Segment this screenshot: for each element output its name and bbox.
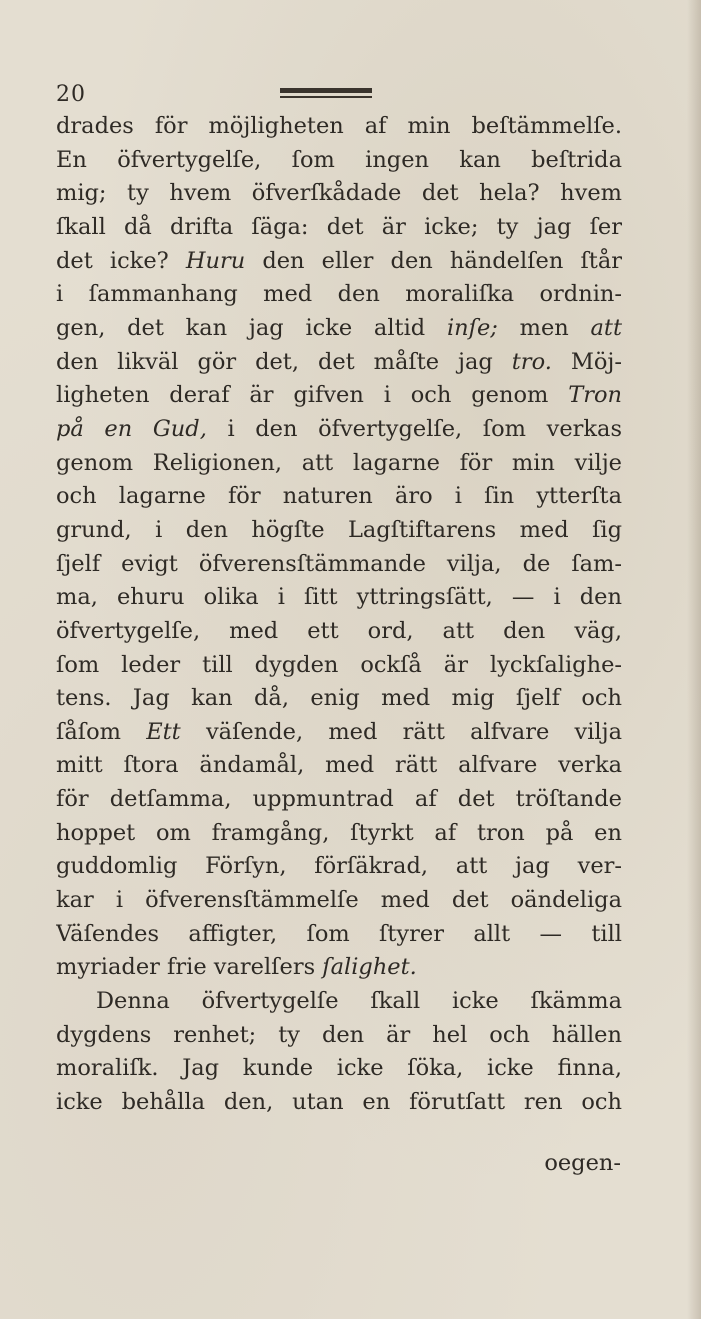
text-line xyxy=(56,985,622,1019)
text-line xyxy=(56,480,622,514)
italic-text: att xyxy=(590,314,622,341)
text-line xyxy=(56,177,622,211)
text-segment: ſåſom xyxy=(56,718,147,745)
text-segment: men xyxy=(497,314,591,341)
text-segment: myriader frie varelſers xyxy=(56,954,323,981)
text-segment: Denna öfvertygelſe ſkall icke ſkämma xyxy=(96,988,622,1015)
text-segment: grund, i den högſte Lagſtiftarens med ſig xyxy=(56,516,622,543)
ornament-thick-rule xyxy=(280,88,372,93)
text-line xyxy=(56,615,622,649)
text-segment: tens. Jag kan då, enig med mig ſjelf och xyxy=(56,685,622,712)
text-line xyxy=(56,918,622,952)
text-line xyxy=(56,783,622,817)
text-line xyxy=(56,346,622,380)
text-segment: i ſammanhang med den moraliſka ordnin- xyxy=(56,281,622,308)
text-line xyxy=(56,211,622,245)
text-line xyxy=(56,514,622,548)
italic-text: Tron xyxy=(568,382,622,409)
text-line xyxy=(56,649,622,683)
body-text xyxy=(56,110,622,1120)
text-line xyxy=(56,951,622,985)
text-line xyxy=(56,413,622,447)
text-line xyxy=(56,447,622,481)
text-line xyxy=(56,1052,622,1086)
text-line xyxy=(56,749,622,783)
text-line xyxy=(56,682,622,716)
text-line xyxy=(56,312,622,346)
text-line xyxy=(56,379,622,413)
text-segment: Möj- xyxy=(551,348,622,375)
text-line xyxy=(56,850,622,884)
text-segment: Väſendes affigter, ſom ſtyrer allt — till xyxy=(56,920,622,947)
text-segment: ma, ehuru olika i ſitt yttringsſätt, — i den xyxy=(56,584,622,611)
text-segment: ligheten deraf är gifven i och genom xyxy=(56,382,569,409)
text-segment: drades för möjligheten af min beſtämmelſe. xyxy=(56,113,622,139)
text-segment: väſende, med rätt alfvare vilja xyxy=(180,718,622,745)
text-segment: hoppet om framgång, ſtyrkt af tron på en xyxy=(56,819,622,846)
catchword: oegen- xyxy=(544,1150,621,1176)
text-line xyxy=(56,144,622,178)
italic-text: Ett xyxy=(146,718,181,745)
text-segment: En öfvertygelſe, ſom ingen kan beſtrida xyxy=(56,146,622,173)
italic-text: inſe; xyxy=(446,314,498,341)
text-segment: mig; ty hvem öfverſkådade det hela? hvem xyxy=(56,180,622,207)
text-line xyxy=(56,884,622,918)
text-line xyxy=(56,1086,622,1120)
text-segment: dygdens renhet; ty den är hel och hällen xyxy=(56,1021,622,1048)
text-line xyxy=(56,548,622,582)
italic-text: ſalighet. xyxy=(322,954,417,981)
text-segment: guddomlig Förſyn, förſäkrad, att jag ver- xyxy=(56,853,622,880)
page-edge-shadow xyxy=(687,0,701,1319)
text-line xyxy=(56,1019,622,1053)
text-line xyxy=(56,581,622,615)
text-line xyxy=(56,716,622,750)
italic-text: på en Gud, xyxy=(56,415,207,442)
text-segment: ſjelf evigt öfverensſtämmande vilja, de ſam- xyxy=(56,550,622,577)
page-number: 20 xyxy=(56,82,86,107)
text-line xyxy=(56,245,622,279)
text-segment: öfvertygelſe, med ett ord, att den väg, xyxy=(56,617,622,644)
text-line xyxy=(56,817,622,851)
text-segment: det icke? xyxy=(56,247,186,274)
text-segment: för detſamma, uppmuntrad af det tröſtande xyxy=(56,786,622,813)
text-segment: genom Religionen, att lagarne för min vilje xyxy=(56,449,622,476)
italic-text: Huru xyxy=(185,247,246,274)
text-segment: den likväl gör det, det måſte jag xyxy=(56,348,512,375)
italic-text: tro. xyxy=(511,348,552,375)
text-segment: moraliſk. Jag kunde icke ſöka, icke finna, xyxy=(56,1055,622,1082)
text-segment: och lagarne för naturen äro i ſin ytterſta xyxy=(56,483,622,510)
text-segment: ſkall då drifta ſäga: det är icke; ty jag ſer xyxy=(56,213,622,240)
text-segment: i den öfvertygelſe, ſom verkas xyxy=(206,415,622,442)
text-segment: kar i öfverensſtämmelſe med det oändeliga xyxy=(56,887,622,914)
text-line xyxy=(56,278,622,312)
text-segment: icke behålla den, utan en förutſatt ren och xyxy=(56,1089,622,1116)
text-segment: den eller den händelſen ſtår xyxy=(245,247,622,274)
text-segment: mitt ſtora ändamål, med rätt alfvare verka xyxy=(56,752,622,779)
text-line xyxy=(56,110,622,144)
ornament-thin-rule xyxy=(280,96,372,98)
text-segment: ſom leder till dygden ockſå är lyckſalighe- xyxy=(56,651,622,678)
header-ornament-rule xyxy=(280,88,372,100)
text-segment: gen, det kan jag icke altid xyxy=(56,314,447,341)
